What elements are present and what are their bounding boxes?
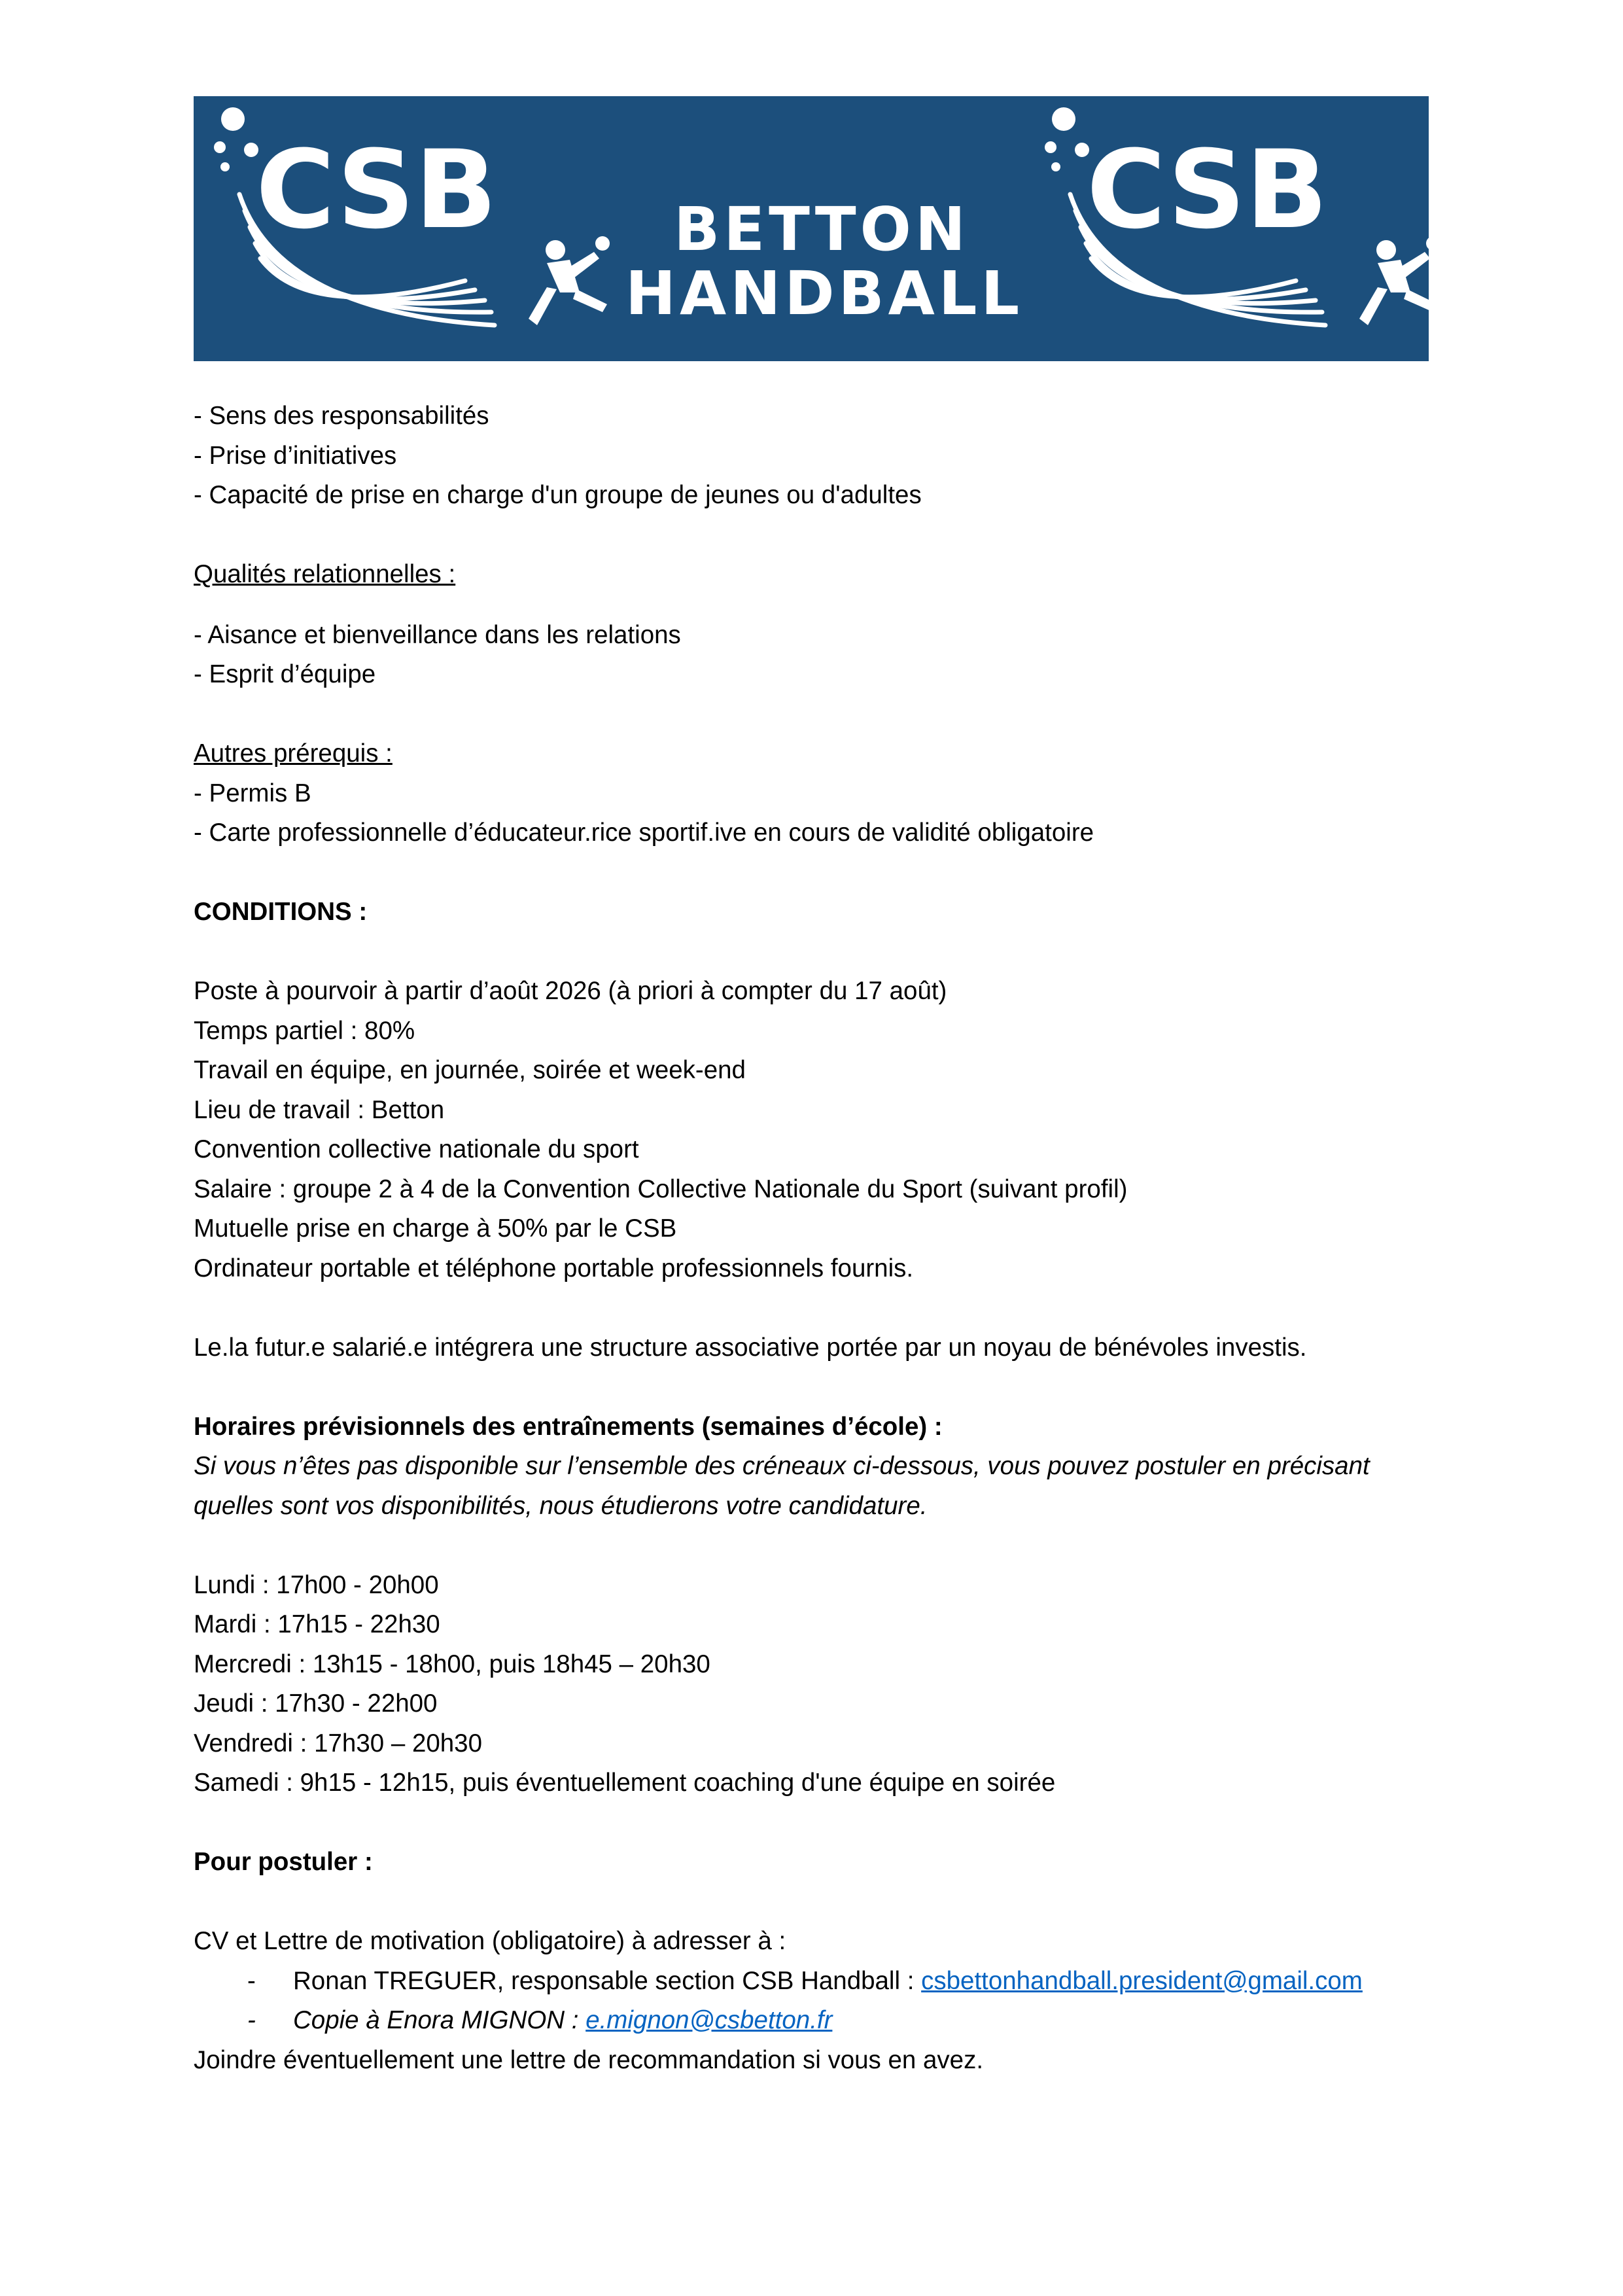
copy-email-link[interactable]: e.mignon@csbetton.fr bbox=[585, 2006, 833, 2034]
document-body bbox=[194, 397, 1437, 2080]
skill-item: - Capacité de prise en charge d'un groupe de jeunes ou d'adultes bbox=[194, 481, 922, 509]
banner-title-line2: HANDBALL bbox=[625, 258, 1024, 328]
other-item: - Permis B bbox=[194, 779, 311, 807]
condition-item: Mutuelle prise en charge à 50% par le CSB bbox=[194, 1214, 677, 1243]
apply-heading: Pour postuler : bbox=[194, 1848, 373, 1876]
schedule-heading: Horaires prévisionnels des entraînements (semaines d’école) : bbox=[194, 1412, 943, 1441]
csb-logo-left bbox=[194, 96, 612, 361]
schedule-note: Si vous n’êtes pas disponible sur l’ensemble des créneaux ci-dessous, vous pouvez postuler en précisant quelles sont vos disponibilités, nous étudierons votre candidature. bbox=[194, 1452, 1370, 1520]
conditions-heading: CONDITIONS : bbox=[194, 898, 368, 926]
bullet-dash: - bbox=[247, 2006, 256, 2034]
apply-intro: CV et Lettre de motivation (obligatoire) à adresser à : bbox=[194, 1927, 786, 1955]
header-banner bbox=[194, 96, 1429, 361]
contact-text: Ronan TREGUER, responsable section CSB Handball : bbox=[293, 1966, 922, 1995]
schedule-day: Mardi : 17h15 - 22h30 bbox=[194, 1610, 440, 1638]
condition-item: Temps partiel : 80% bbox=[194, 1016, 415, 1045]
schedule-day: Lundi : 17h00 - 20h00 bbox=[194, 1570, 439, 1599]
schedule-day: Samedi : 9h15 - 12h15, puis éventuellement coaching d'une équipe en soirée bbox=[194, 1769, 1056, 1797]
condition-item: Travail en équipe, en journée, soirée et week-end bbox=[194, 1056, 746, 1084]
condition-item: Convention collective nationale du sport bbox=[194, 1135, 639, 1163]
president-email-link[interactable]: csbettonhandball.president@gmail.com bbox=[921, 1966, 1363, 1995]
schedule-day: Vendredi : 17h30 – 20h30 bbox=[194, 1729, 483, 1757]
banner-title bbox=[625, 194, 1024, 328]
csb-logo-text: CSB bbox=[1087, 127, 1328, 253]
other-item: - Carte professionnelle d’éducateur.rice sportif.ive en cours de validité obligatoire bbox=[194, 819, 1094, 847]
csb-logo-right bbox=[1024, 96, 1429, 361]
contact-item-copy bbox=[194, 2001, 1437, 2041]
relational-item: - Aisance et bienveillance dans les relations bbox=[194, 620, 681, 649]
schedule-day: Jeudi : 17h30 - 22h00 bbox=[194, 1689, 438, 1718]
condition-item: Salaire : groupe 2 à 4 de la Convention Collective Nationale du Sport (suivant profil) bbox=[194, 1174, 1128, 1203]
condition-item: Ordinateur portable et téléphone portable professionnels fournis. bbox=[194, 1254, 914, 1282]
skill-item: - Sens des responsabilités bbox=[194, 402, 489, 430]
condition-item: Poste à pourvoir à partir d’août 2026 (à priori à compter du 17 août) bbox=[194, 977, 947, 1005]
relational-heading: Qualités relationnelles : bbox=[194, 560, 456, 588]
other-heading: Autres prérequis : bbox=[194, 739, 393, 768]
banner-title-line1: BETTON bbox=[674, 194, 969, 264]
schedule-day: Mercredi : 13h15 - 18h00, puis 18h45 – 20h30 bbox=[194, 1650, 710, 1678]
contact-text: Copie à Enora MIGNON : bbox=[293, 2006, 586, 2034]
condition-item: Lieu de travail : Betton bbox=[194, 1095, 445, 1124]
relational-item: - Esprit d’équipe bbox=[194, 660, 376, 688]
skill-item: - Prise d’initiatives bbox=[194, 441, 397, 470]
csb-logo-text: CSB bbox=[256, 127, 497, 253]
bullet-dash: - bbox=[247, 1966, 256, 1995]
contact-item-president bbox=[194, 1962, 1437, 2002]
apply-footer: Joindre éventuellement une lettre de recommandation si vous en avez. bbox=[194, 2045, 984, 2074]
conditions-note: Le.la futur.e salarié.e intégrera une structure associative portée par un noyau de bénévoles investis. bbox=[194, 1333, 1307, 1362]
